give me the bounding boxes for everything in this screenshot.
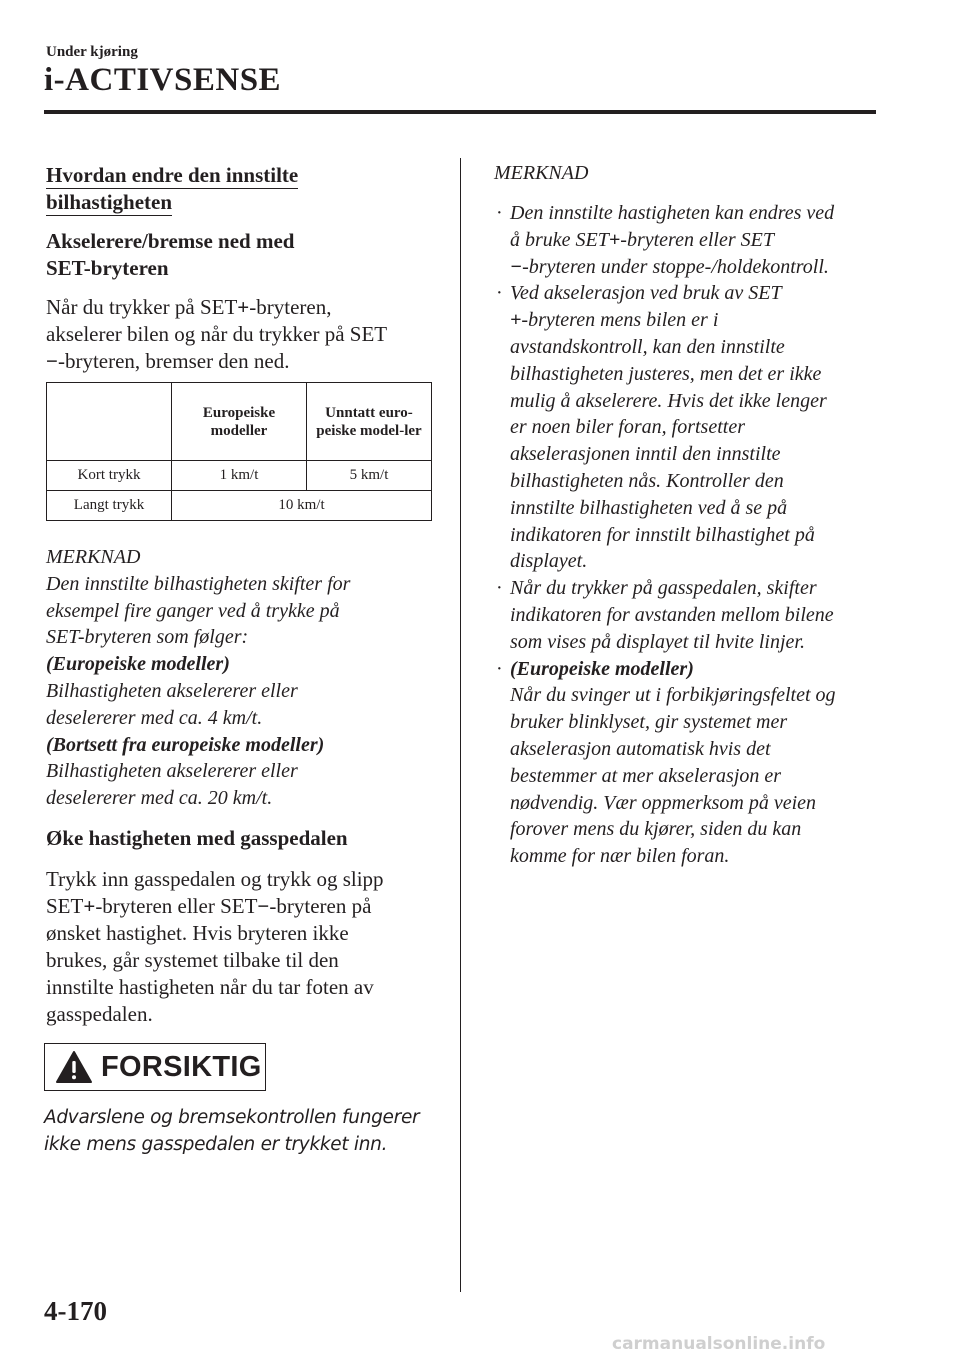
page-number: 4-170 [44, 1296, 107, 1326]
subheading [46, 228, 436, 282]
bullet-dot: · [496, 202, 503, 224]
section-heading [46, 162, 436, 216]
list-item: · (Europeiske modeller) Når du svinger ut i forbikjøringsfeltet og bruker blinklyset, gir systemet mer akselerasjon automatisk hvis det bestemmer at mer akselerasjon er nødvendig. Vær oppmerksom på veien forover mens du kjører, siden du kan komme for nær bilen foran. [496, 657, 836, 868]
note-title: MERKNAD [494, 162, 589, 184]
warning-triangle-icon [55, 1050, 93, 1084]
table-row [47, 461, 432, 491]
plus-symbol: + [608, 228, 621, 251]
plus-symbol: + [510, 309, 522, 332]
table-cell: 5 km/t [307, 461, 432, 491]
table-cell: 10 km/t [172, 491, 432, 521]
plus-symbol: + [237, 295, 250, 319]
gas-paragraph: Trykk inn gasspedalen og trykk og slipp SET+-bryteren eller SET−-bryteren på ønsket hastighet. Hvis bryteren ikke brukes, går systemet tilbake til den innstilte hastigheten når du tar foten av gasspedalen. [46, 867, 384, 1026]
caution-box [44, 1043, 266, 1091]
list-item: · Ved akselerasjon ved bruk av SET +-bryteren mens bilen er i avstandskontroll, kan den innstilte bilhastigheten justeres, men det er ikke mulig å akselerere. Hvis det ikke lenger er noen biler foran, fortsetter akselerasjonen inntil den innstilte bilhastigheten nås. Kontroller den innstilte bilhastigheten ved å se på indikatoren for innstilt bilhastighet på displayet. [496, 282, 827, 573]
table-row-label: Kort trykk [47, 461, 172, 491]
caution-text: Advarslene og bremsekontrollen fungerer ikke mens gasspedalen er trykket inn. [44, 1107, 420, 1155]
minus-symbol: − [510, 255, 523, 278]
speed-table [46, 382, 432, 521]
list-item: · Den innstilte hastigheten kan endres ved å bruke SET+-bryteren eller SET −-bryteren under stoppe-/holdekontroll. [496, 202, 835, 278]
caution-label: FORSIKTIG [101, 1050, 262, 1083]
note-sublabel: (Bortsett fra europeiske modeller) [46, 733, 325, 756]
table-row [47, 491, 432, 521]
plus-symbol: + [83, 894, 96, 918]
table-header-european: Europeiske modeller [172, 383, 307, 461]
section-heading-line: Hvordan endre den innstilte [46, 163, 299, 187]
table-header-row [47, 383, 432, 461]
chapter-title: i-ACTIVSENSE [44, 62, 282, 98]
minus-symbol: − [257, 894, 270, 918]
bullet-dot: · [496, 282, 503, 305]
intro-paragraph: Når du trykker på SET+-bryteren, akselerer bilen og når du trykker på SET −-bryteren, bremser den ned. [46, 295, 388, 373]
note-sublabel: (Europeiske modeller) [510, 657, 694, 680]
watermark: carmanualsonline.info [612, 1334, 826, 1354]
note-title: MERKNAD [46, 546, 141, 568]
note-list [494, 200, 894, 870]
column-divider [460, 158, 461, 1292]
minus-symbol: − [46, 349, 58, 373]
header-rule [44, 110, 876, 114]
gas-heading: Øke hastigheten med gasspedalen [46, 826, 348, 850]
table-row-label: Langt trykk [47, 491, 172, 521]
table-corner-cell [47, 383, 172, 461]
section-label: Under kjøring [46, 44, 138, 60]
list-item: · Når du trykker på gasspedalen, skifter indikatoren for avstanden mellom bilene som vises på displayet til hvite linjer. [496, 577, 834, 653]
note-sublabel: (Europeiske modeller) [46, 653, 230, 676]
table-cell: 1 km/t [172, 461, 307, 491]
subheading-line: Akselerere/bremse ned med [46, 229, 295, 253]
subheading-line: SET-bryteren [46, 256, 169, 280]
bullet-dot: · [496, 577, 503, 600]
note-box: MERKNAD Den innstilte bilhastigheten skifter for eksempel fire ganger ved å trykke på SET-bryteren som følger: (Europeiske modeller) Bilhastigheten akselererer eller deselererer med ca. 4 km/t. (Bortsett fra europeiske modeller) Bilhastigheten akselererer eller deselererer med ca. 20 km/t. [46, 544, 436, 812]
table-header-other: Unntatt euro-peiske model-ler [307, 383, 432, 461]
section-heading-line: bilhastigheten [46, 190, 173, 214]
bullet-dot: · [496, 657, 503, 680]
